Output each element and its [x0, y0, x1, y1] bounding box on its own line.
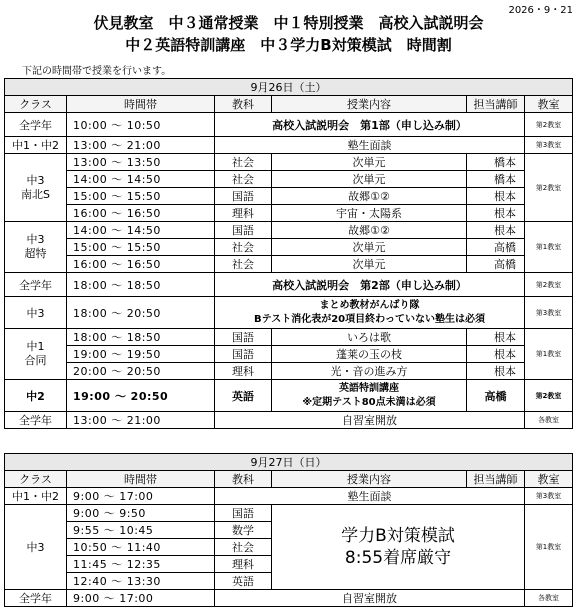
day1-date: 9月26日（土） — [5, 79, 573, 96]
time-cell: 12:40 ～ 13:30 — [67, 573, 215, 590]
subject-cell: 社会 — [215, 239, 272, 256]
table-row — [5, 297, 573, 329]
teacher-cell: 根本 — [467, 205, 525, 222]
content-cell: 次単元 — [272, 154, 467, 171]
col-header-teacher: 担当講師 — [467, 96, 525, 113]
table-row — [5, 113, 573, 137]
class-cell: 全学年 — [5, 113, 67, 137]
content-line1: 学力B対策模試 — [341, 526, 455, 546]
content-cell — [272, 380, 467, 412]
table-row — [5, 256, 573, 273]
content-line1: まとめ教材がんばり隊 — [319, 299, 420, 311]
class-cell: 全学年 — [5, 412, 67, 429]
time-cell: 19:00 ～ 19:50 — [67, 346, 215, 363]
table-date-row — [5, 79, 573, 96]
subject-cell: 数学 — [215, 522, 272, 539]
time-cell: 11:45 ～ 12:35 — [67, 556, 215, 573]
table-header-row — [5, 96, 573, 113]
room-cell: 第1教室 — [525, 329, 573, 380]
class-line2: 超特 — [24, 247, 47, 260]
content-cell: 自習室開放 — [215, 590, 525, 607]
subject-cell: 社会 — [215, 154, 272, 171]
time-cell: 16:00 ～ 16:50 — [67, 205, 215, 222]
class-line1: 中1 — [26, 340, 45, 353]
schedule-table-day1 — [4, 78, 573, 429]
table-row — [5, 412, 573, 429]
class-line1: 中3 — [26, 173, 45, 187]
content-cell: 塾生面談 — [215, 137, 525, 154]
class-cell — [5, 154, 67, 222]
col-header-teacher: 担当講師 — [467, 471, 525, 488]
page-title-line1: 伏見教室 中３通常授業 中１特別授業 高校入試説明会 — [93, 14, 484, 32]
col-header-subject: 教科 — [215, 96, 272, 113]
time-cell: 20:00 ～ 20:50 — [67, 363, 215, 380]
col-header-class: クラス — [5, 96, 67, 113]
teacher-cell: 橋本 — [467, 171, 525, 188]
subject-cell: 理科 — [215, 363, 272, 380]
teacher-cell: 高橋 — [467, 256, 525, 273]
col-header-room: 教室 — [525, 96, 573, 113]
col-header-time: 時間帯 — [67, 471, 215, 488]
col-header-content: 授業内容 — [272, 471, 467, 488]
class-cell: 全学年 — [5, 590, 67, 607]
room-cell: 第1教室 — [525, 222, 573, 273]
content-line2: ※定期テスト80点未満は必須 — [302, 396, 436, 408]
time-cell: 15:00 ～ 15:50 — [67, 239, 215, 256]
teacher-cell: 根本 — [467, 188, 525, 205]
content-cell: 光・音の進み方 — [272, 363, 467, 380]
teacher-cell: 橋本 — [467, 154, 525, 171]
subject-cell: 国語 — [215, 346, 272, 363]
table-row — [5, 171, 573, 188]
subject-cell: 社会 — [215, 256, 272, 273]
time-cell: 14:00 ～ 14:50 — [67, 171, 215, 188]
content-cell: いろは歌 — [272, 329, 467, 346]
table-row — [5, 239, 573, 256]
teacher-cell: 根本 — [467, 363, 525, 380]
col-header-time: 時間帯 — [67, 96, 215, 113]
time-cell: 9:00 ～ 9:50 — [67, 505, 215, 522]
subject-cell: 社会 — [215, 539, 272, 556]
room-cell: 各教室 — [525, 590, 573, 607]
time-cell: 9:55 ～ 10:45 — [67, 522, 215, 539]
content-cell: 自習室開放 — [215, 412, 525, 429]
room-cell: 第3教室 — [525, 488, 573, 505]
table-row — [5, 137, 573, 154]
content-cell: 塾生面談 — [215, 488, 525, 505]
time-cell: 18:00 ～ 18:50 — [67, 273, 215, 297]
schedule-table-day2 — [4, 453, 573, 607]
table-row — [5, 273, 573, 297]
table-row — [5, 205, 573, 222]
day2-date: 9月27日（日） — [5, 454, 573, 471]
subject-cell: 理科 — [215, 205, 272, 222]
class-cell: 中3 — [5, 297, 67, 329]
time-cell: 18:00 ～ 20:50 — [67, 297, 215, 329]
subject-cell: 英語 — [215, 380, 272, 412]
class-cell: 全学年 — [5, 273, 67, 297]
page-title-line2: 中２英語特訓講座 中３学力B対策模試 時間割 — [125, 36, 452, 54]
time-cell: 14:00 ～ 14:50 — [67, 222, 215, 239]
time-cell: 13:00 ～ 21:00 — [67, 137, 215, 154]
content-cell — [272, 505, 525, 590]
table-row — [5, 363, 573, 380]
content-cell: 次単元 — [272, 239, 467, 256]
class-line2: 南北S — [21, 187, 50, 201]
note-text: 下記の時間帯で授業を行います。 — [22, 66, 172, 77]
table-header-row — [5, 471, 573, 488]
table-row — [5, 505, 573, 522]
class-cell: 中2 — [5, 380, 67, 412]
room-cell: 第2教室 — [525, 113, 573, 137]
teacher-cell: 根本 — [467, 222, 525, 239]
subject-cell: 社会 — [215, 171, 272, 188]
class-line2: 合同 — [24, 354, 47, 367]
content-cell: 宇宙・太陽系 — [272, 205, 467, 222]
table-row — [5, 346, 573, 363]
content-line1: 英語特訓講座 — [339, 382, 399, 394]
col-header-class: クラス — [5, 471, 67, 488]
content-line2: 8:55着席厳守 — [344, 548, 452, 568]
table-row — [5, 590, 573, 607]
class-line1: 中3 — [26, 233, 45, 246]
table-row — [5, 488, 573, 505]
time-cell: 16:00 ～ 16:50 — [67, 256, 215, 273]
time-cell: 18:00 ～ 18:50 — [67, 329, 215, 346]
class-cell — [5, 329, 67, 380]
class-cell — [5, 222, 67, 273]
teacher-cell: 高橋 — [467, 239, 525, 256]
class-cell: 中1・中2 — [5, 137, 67, 154]
table-row — [5, 188, 573, 205]
time-cell: 13:00 ～ 21:00 — [67, 412, 215, 429]
time-cell: 10:50 ～ 11:40 — [67, 539, 215, 556]
table-row — [5, 380, 573, 412]
room-cell: 第1教室 — [525, 505, 573, 590]
room-cell: 第2教室 — [525, 273, 573, 297]
header-date: 2026・9・21 — [508, 5, 573, 16]
content-cell: 故郷①② — [272, 222, 467, 239]
content-cell: 故郷①② — [272, 188, 467, 205]
content-cell: 高校入試説明会 第1部（申し込み制） — [215, 113, 525, 137]
content-cell: 次単元 — [272, 256, 467, 273]
time-cell: 9:00 ～ 17:00 — [67, 590, 215, 607]
time-cell: 13:00 ～ 13:50 — [67, 154, 215, 171]
content-cell — [215, 297, 525, 329]
subject-cell: 国語 — [215, 222, 272, 239]
room-cell: 各教室 — [525, 412, 573, 429]
time-cell: 9:00 ～ 17:00 — [67, 488, 215, 505]
teacher-cell: 根本 — [467, 329, 525, 346]
time-cell: 10:00 ～ 10:50 — [67, 113, 215, 137]
content-cell: 蓬莱の玉の枝 — [272, 346, 467, 363]
table-row — [5, 154, 573, 171]
time-cell: 19:00 ～ 20:50 — [67, 380, 215, 412]
content-cell: 高校入試説明会 第2部（申し込み制） — [215, 273, 525, 297]
content-cell: 次単元 — [272, 171, 467, 188]
subject-cell: 国語 — [215, 188, 272, 205]
subject-cell: 国語 — [215, 505, 272, 522]
class-cell: 中3 — [5, 505, 67, 590]
room-cell: 第2教室 — [525, 154, 573, 222]
room-cell: 第2教室 — [525, 380, 573, 412]
col-header-subject: 教科 — [215, 471, 272, 488]
teacher-cell: 根本 — [467, 346, 525, 363]
table-date-row — [5, 454, 573, 471]
col-header-content: 授業内容 — [272, 96, 467, 113]
table-row — [5, 222, 573, 239]
teacher-cell: 高橋 — [467, 380, 525, 412]
subject-cell: 理科 — [215, 556, 272, 573]
class-cell: 中1・中2 — [5, 488, 67, 505]
subject-cell: 英語 — [215, 573, 272, 590]
table-row — [5, 329, 573, 346]
time-cell: 15:00 ～ 15:50 — [67, 188, 215, 205]
room-cell: 第3教室 — [525, 297, 573, 329]
content-line2: Bテスト消化表が20項目終わっていない塾生は必須 — [253, 313, 486, 325]
col-header-room: 教室 — [525, 471, 573, 488]
subject-cell: 国語 — [215, 329, 272, 346]
room-cell: 第3教室 — [525, 137, 573, 154]
